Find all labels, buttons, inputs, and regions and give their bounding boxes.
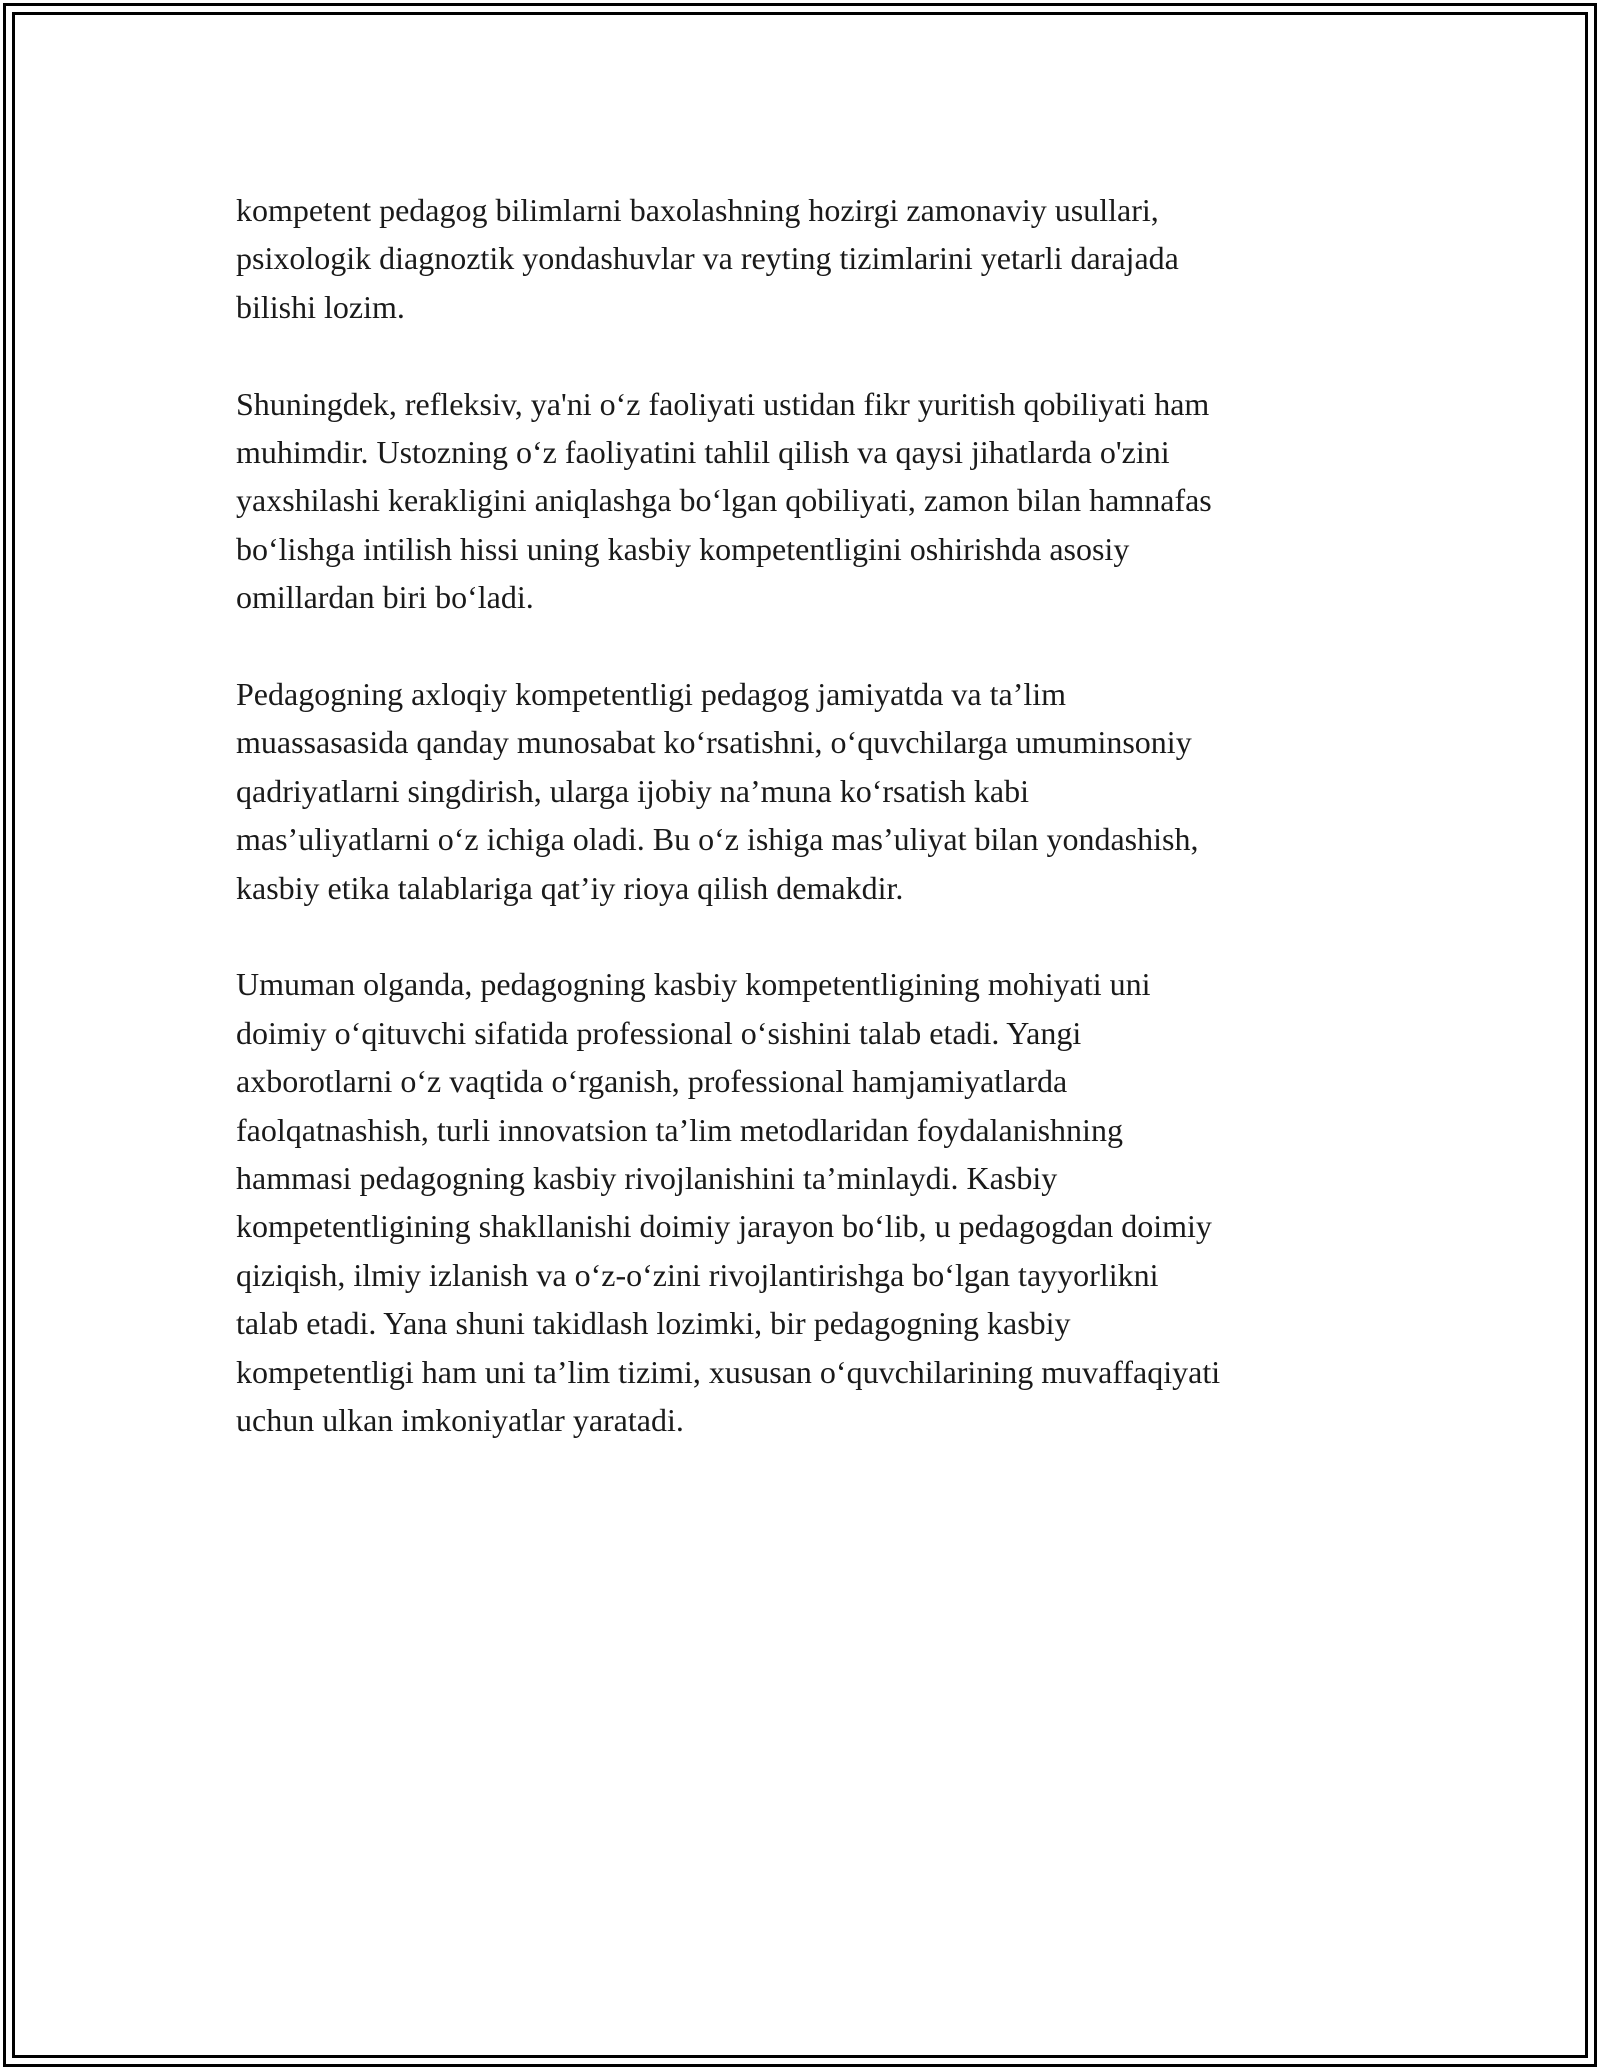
text-line: yaxshilashi kerakligini aniqlashga bo‘lgan qobiliyati, zamon bilan hamnafas [236,482,1212,519]
text-line: Umuman olganda, pedagogning kasbiy kompetentligining mohiyati uni [236,966,1151,1003]
text-line: kompetent pedagog bilimlarni baxolashning hozirgi zamonaviy usullari, [236,192,1159,228]
text-line: talab etadi. Yana shuni takidlash lozimki, bir pedagogning kasbiy [236,1305,1071,1342]
text-line: bo‘lishga intilish hissi uning kasbiy kompetentligini oshirishda asosiy [236,530,1130,567]
text-line: kompetentligining shakllanishi doimiy jarayon bo‘lib, u pedagogdan doimiy [236,1208,1212,1245]
paragraph-conclusion [236,960,1386,1444]
text-line: Shuningdek, refleksiv, ya'ni o‘z faoliyati ustidan fikr yuritish qobiliyati ham [236,385,1210,422]
text-line: bilishi lozim. [236,288,405,325]
text-line: faolqatnashish, turli innovatsion ta’lim metodlaridan foydalanishning [236,1111,1123,1148]
text-line: Pedagogning axloqiy kompetentligi pedagog jamiyatda va ta’lim [236,676,1067,713]
text-line: kasbiy etika talablariga qat’iy rioya qilish demakdir. [236,869,904,906]
document-body [236,186,1386,1493]
text-line: mas’uliyatlarni o‘z ichiga oladi. Bu o‘z ishiga mas’uliyat bilan yondashish, [236,821,1199,858]
text-line: qiziqish, ilmiy izlanish va o‘z-o‘zini rivojlantirishga bo‘lgan tayyorlikni [236,1256,1159,1293]
text-line: hammasi pedagogning kasbiy rivojlanishini ta’minlaydi. Kasbiy [236,1160,1058,1197]
paragraph-assessment-knowledge [236,186,1386,331]
text-line: doimiy o‘qituvchi sifatida professional o‘sishini talab etadi. Yangi [236,1014,1082,1051]
paragraph-moral-competence [236,670,1386,912]
text-line: uchun ulkan imkoniyatlar yaratadi. [236,1402,684,1439]
text-line: kompetentligi ham uni ta’lim tizimi, xususan o‘quvchilarining muvaffaqiyati [236,1353,1221,1390]
text-line: muhimdir. Ustozning o‘z faoliyatini tahlil qilish va qaysi jihatlarda o'zini [236,434,1170,471]
text-line: axborotlarni o‘z vaqtida o‘rganish, professional hamjamiyatlarda [236,1063,1068,1100]
text-line: omillardan biri bo‘ladi. [236,579,534,616]
paragraph-reflexive-ability [236,380,1386,622]
text-line: psixologik diagnoztik yondashuvlar va reyting tizimlarini yetarli darajada [236,240,1179,277]
text-line: qadriyatlarni singdirish, ularga ijobiy na’muna ko‘rsatish kabi [236,772,1030,809]
text-line: muassasasida qanday munosabat ko‘rsatishni, o‘quvchilarga umuminsoniy [236,724,1192,761]
